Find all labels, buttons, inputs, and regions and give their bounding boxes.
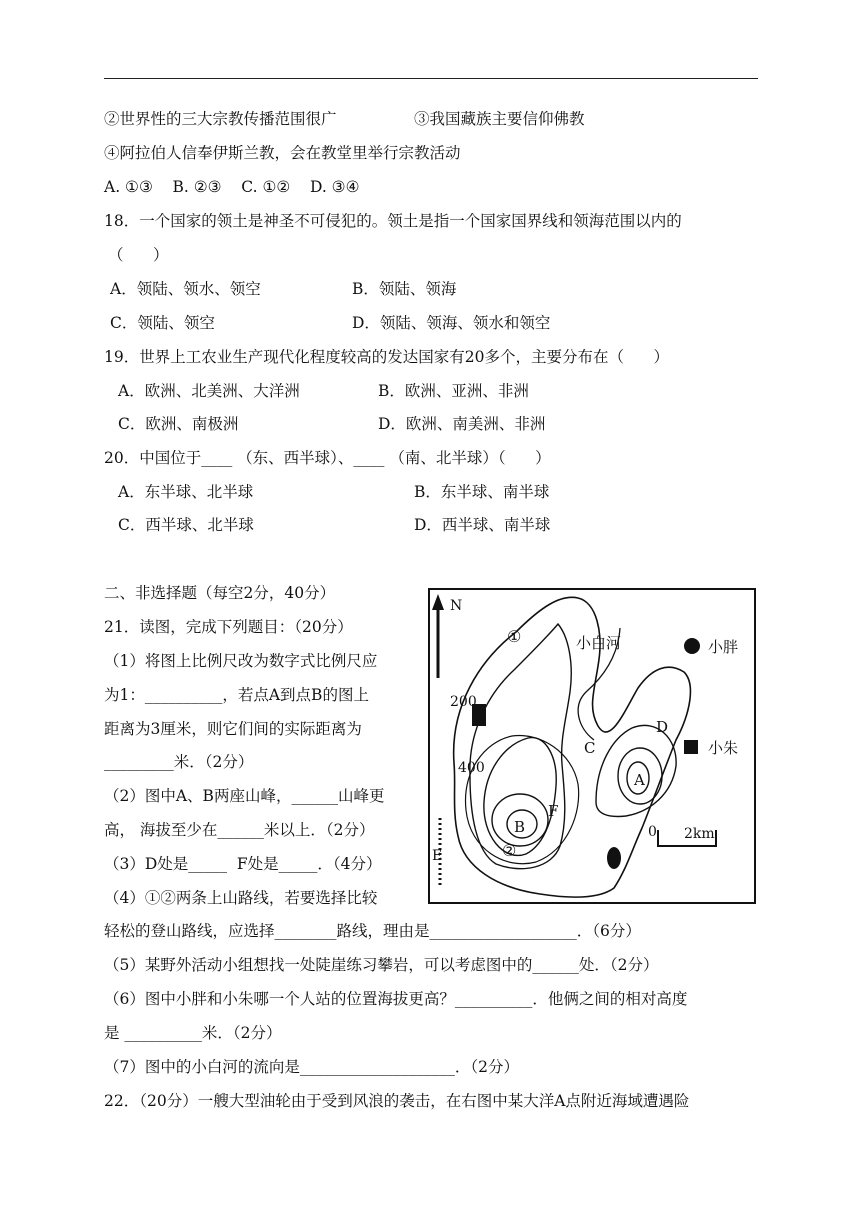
q19-option-a: A．欧洲、北美洲、大洋洲 (118, 382, 300, 400)
q17-choices: A. ①③ B. ②③ C. ①② D. ③④ (104, 178, 360, 196)
label-a: A (634, 771, 645, 789)
q21-part3: （3）D处是_____ F处是_____．（4分） (104, 855, 382, 873)
q17-option-2: ②世界性的三大宗教传播范围很广 (104, 110, 337, 128)
q21-part4-line1: （4）①②两条上山路线，若要选择比较 (104, 889, 378, 907)
q21-part1-line3: 距离为3厘米，则它们间的实际距离为 (104, 720, 362, 738)
route-1-label: ① (507, 627, 522, 646)
label-c: C (584, 739, 596, 757)
q21-part6-line2: 是 __________米．（2分） (104, 1024, 282, 1042)
q21-title: 21．读图，完成下列题目：（20分） (104, 618, 353, 636)
q21-part1-line4: _________米．（2分） (104, 753, 254, 771)
q18-option-d: D．领陆、领海、领水和领空 (352, 314, 551, 332)
q21-part7: （7）图中的小白河的流向是____________________．（2分） (104, 1058, 519, 1076)
q17-option-3: ③我国藏族主要信仰佛教 (414, 110, 585, 128)
legend-pang-label: 小胖 (708, 638, 739, 656)
q21-part4-line2: 轻松的登山路线，应选择________路线，理由是___________________．（6分） (104, 922, 641, 940)
q20-option-b: B．东半球、南半球 (414, 483, 550, 501)
q19-option-c: C．欧洲、南极洲 (118, 415, 239, 433)
q20-stem: 20．中国位于____ （东、西半球）、____ （南、北半球）（ ） (104, 449, 551, 467)
q21-part5: （5）某野外活动小组想找一处陡崖练习攀岩，可以考虑图中的______处．（2分） (104, 956, 659, 974)
q20-option-c: C．西半球、北半球 (118, 516, 254, 534)
legend-zhu-icon (684, 740, 698, 754)
q20-option-d: D．西半球、南半球 (414, 516, 551, 534)
route-2-label: ② (502, 841, 517, 860)
label-f: F (548, 802, 559, 820)
q21-part2-line1: （2）图中A、B两座山峰，______山峰更 (104, 787, 385, 805)
contour-map (428, 588, 756, 904)
scale-distance-label: 2km (684, 826, 715, 842)
q21-part2-line2: 高， 海拔至少在______米以上．（2分） (104, 821, 375, 839)
q19-option-d: D．欧洲、南美洲、非洲 (378, 415, 546, 433)
q19-stem: 19．世界上工农业生产现代化程度较高的发达国家有20多个，主要分布在（ ） (104, 348, 670, 366)
label-b: B (514, 818, 526, 836)
label-e: E (432, 848, 443, 864)
q20-option-a: A．东半球、北半球 (118, 483, 254, 501)
q18-option-c: C．领陆、领空 (110, 314, 215, 332)
q19-option-b: B．欧洲、亚洲、非洲 (378, 382, 529, 400)
river-label: 小白河 (576, 634, 622, 652)
north-label: N (450, 598, 463, 614)
legend-zhu-label: 小朱 (708, 739, 739, 757)
scale-zero-label: 0 (648, 824, 657, 840)
q21-part1-line1: （1）将图上比例尺改为数字式比例尺应 (104, 652, 378, 670)
label-d: D (656, 718, 669, 736)
q17-option-4: ④阿拉伯人信奉伊斯兰教，会在教堂里举行宗教活动 (104, 144, 461, 162)
section-2-title: 二、非选择题（每空2分，40分） (104, 584, 336, 602)
contour-label-200: 200 (450, 694, 477, 710)
q18-option-b: B．领陆、领海 (352, 280, 457, 298)
q21-part6-line1: （6）图中小胖和小朱哪一个人站的位置海拔更高？__________．他俩之间的相对高度 (104, 990, 688, 1008)
contour-label-400: 400 (458, 760, 485, 776)
q22-stem: 22．（20分）一艘大型油轮由于受到风浪的袭击，在右图中某大洋A点附近海域遭遇险 (104, 1092, 690, 1110)
north-arrow-head (432, 594, 444, 610)
q18-paren: （ ） (108, 246, 169, 264)
q18-option-a: A．领陆、领水、领空 (110, 280, 261, 298)
header-rule (104, 78, 758, 79)
legend-pang-icon (684, 638, 700, 654)
xiaopang-marker (607, 847, 621, 869)
q18-stem: 18．一个国家的领土是神圣不可侵犯的。领土是指一个国家国界线和领海范围以内的 (104, 212, 682, 230)
q21-part1-line2: 为1：__________，若点A到点B的图上 (104, 686, 369, 704)
